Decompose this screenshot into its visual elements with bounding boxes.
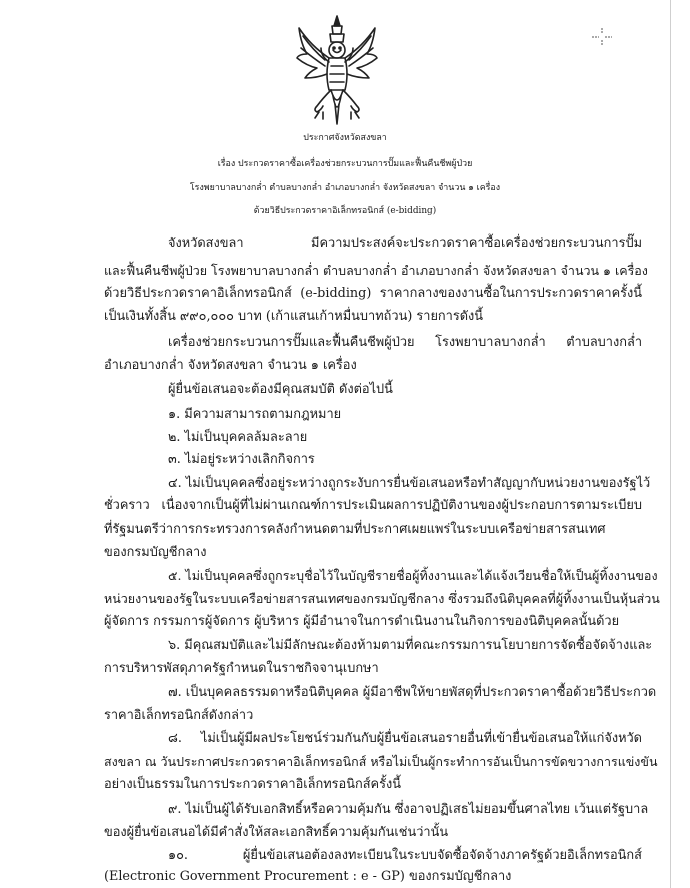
qualification-8-line-3: อย่างเป็นธรรมในการประกวดราคาอิเล็กทรอนิกส์ครั้งนี้ (104, 777, 401, 792)
item-line-2: อำเภอบางกล่ำ จังหวัดสงขลา จำนวน ๑ เครื่อง (104, 358, 357, 373)
intro-line-4: เป็นเงินทั้งสิ้น ๙๙๐,๐๐๐ บาท (เก้าแสนเก้าหมื่นบาทถ้วน) รายการดังนี้ (104, 309, 484, 324)
qualification-10-line-1: ๑๐. ผู้ยื่นข้อเสนอต้องลงทะเบียนในระบบจัดซื้อจัดจ้างภาครัฐด้วยอิเล็กทรอนิกส์ (168, 848, 642, 863)
qualification-4-line-1: ๔. ไม่เป็นบุคคลซึ่งอยู่ระหว่างถูกระงับการยื่นข้อเสนอหรือทำสัญญากับหน่วยงานของรัฐไว้ (168, 476, 651, 491)
page-title: ประกาศจังหวัดสงขลา (303, 133, 387, 143)
qualification-6-line-2: การบริหารพัสดุภาครัฐกำหนดในราชกิจจานุเบกษา (104, 661, 379, 676)
qualification-1: ๑. มีความสามารถตามกฎหมาย (168, 407, 342, 422)
qualification-7-line-1: ๗. เป็นบุคคลธรรมดาหรือนิติบุคคล ผู้มีอาชีพให้ขายพัสดุที่ประกวดราคาซื้อด้วยวิธีประกวด (168, 685, 657, 700)
qualification-5-line-1: ๕. ไม่เป็นบุคคลซึ่งถูกระบุชื่อไว้ในบัญชีรายชื่อผู้ทิ้งงานและได้แจ้งเวียนชื่อให้เป็นผู้ทิ้งงานของ (168, 568, 658, 583)
intro-line-3: ด้วยวิธีประกวดราคาอิเล็กทรอนิกส์ (e-bidding) ราคากลางของงานซื้อในการประกวดราคาครั้งนี้ (104, 286, 642, 301)
qualification-3: ๓. ไม่อยู่ระหว่างเลิกกิจการ (168, 452, 315, 467)
qualification-7-line-2: ราคาอิเล็กทรอนิกส์ดังกล่าว (104, 708, 254, 723)
qualification-8-line-1: ๘. ไม่เป็นผู้มีผลประโยชน์ร่วมกันกับผู้ยื่นข้อเสนอรายอื่นที่เข้ายื่นข้อเสนอให้แก่จังหวัด (168, 731, 642, 746)
qualification-10-line-2: (Electronic Government Procurement : e - GP) ของกรมบัญชีกลาง (104, 869, 512, 884)
qualification-5-line-2: หน่วยงานของรัฐในระบบเครือข่ายสารสนเทศของกรมบัญชีกลาง ซึ่งรวมถึงนิติบุคคลที่ผู้ทิ้งงานเป็นหุ้นส่วน (104, 591, 660, 606)
subject-line: เรื่อง ประกวดราคาซื้อเครื่องช่วยกระบวนการปั๊มและฟื้นคืนชีพผู้ป่วย (217, 159, 473, 169)
item-line-1: เครื่องช่วยกระบวนการปั๊มและฟื้นคืนชีพผู้ป่วย โรงพยาบาลบางกล่ำ ตำบลบางกล่ำ (168, 335, 642, 350)
scan-crosshair-mark (592, 28, 612, 46)
qualification-5-line-3: ผู้จัดการ กรรมการผู้จัดการ ผู้บริหาร ผู้มีอำนาจในการดำเนินงานในกิจการของนิติบุคคลนั้นด้วย (104, 614, 620, 629)
qualification-2: ๒. ไม่เป็นบุคคลล้มละลาย (168, 430, 308, 445)
garuda-emblem-icon (295, 14, 379, 126)
qualification-4-line-3: ที่รัฐมนตรีว่าการกระทรวงการคลังกำหนดตามที่ประกาศเผยแพร่ในระบบเครือข่ายสารสนเทศ (104, 522, 606, 537)
subject-line-2: โรงพยาบาลบางกล่ำ ตำบลบางกล่ำ อำเภอบางกล่ำ จังหวัดสงขลา จำนวน ๑ เครื่อง (189, 183, 501, 193)
qualification-4-line-4: ของกรมบัญชีกลาง (104, 545, 207, 560)
intro-line-1: จังหวัดสงขลา มีความประสงค์จะประกวดราคาซื้อเครื่องช่วยกระบวนการปั๊ม (168, 236, 642, 251)
qualifications-heading: ผู้ยื่นข้อเสนอจะต้องมีคุณสมบัติ ดังต่อไปนี้ (168, 382, 393, 397)
qualification-9-line-2: ของผู้ยื่นข้อเสนอได้มีคำสั่งให้สละเอกสิทธิ์ความคุ้มกันเช่นว่านั้น (104, 825, 449, 840)
qualification-9-line-1: ๙. ไม่เป็นผู้ได้รับเอกสิทธิ์หรือความคุ้มกัน ซึ่งอาจปฏิเสธไม่ยอมขึ้นศาลไทย เว้นแต่รัฐบาล (168, 802, 649, 817)
qualification-6-line-1: ๖. มีคุณสมบัติและไม่มีลักษณะต้องห้ามตามที่คณะกรรมการนโยบายการจัดซื้อจัดจ้างและ (168, 638, 653, 653)
intro-line-2: และฟื้นคืนชีพผู้ป่วย โรงพยาบาลบางกล่ำ ตำบลบางกล่ำ อำเภอบางกล่ำ จังหวัดสงขลา จำนวน ๑ เครื่อง (104, 263, 648, 278)
method-line: ด้วยวิธีประกวดราคาอิเล็กทรอนิกส์ (e-bidding) (253, 206, 437, 216)
qualification-4-line-2: ชั่วคราว เนื่องจากเป็นผู้ที่ไม่ผ่านเกณฑ์การประเมินผลการปฏิบัติงานของผู้ประกอบการตามระเบียบ (104, 498, 642, 513)
qualification-8-line-2: สงขลา ณ วันประกาศประกวดราคาอิเล็กทรอนิกส์ หรือไม่เป็นผู้กระทำการอันเป็นการขัดขวางการแข่งขัน (104, 754, 658, 769)
